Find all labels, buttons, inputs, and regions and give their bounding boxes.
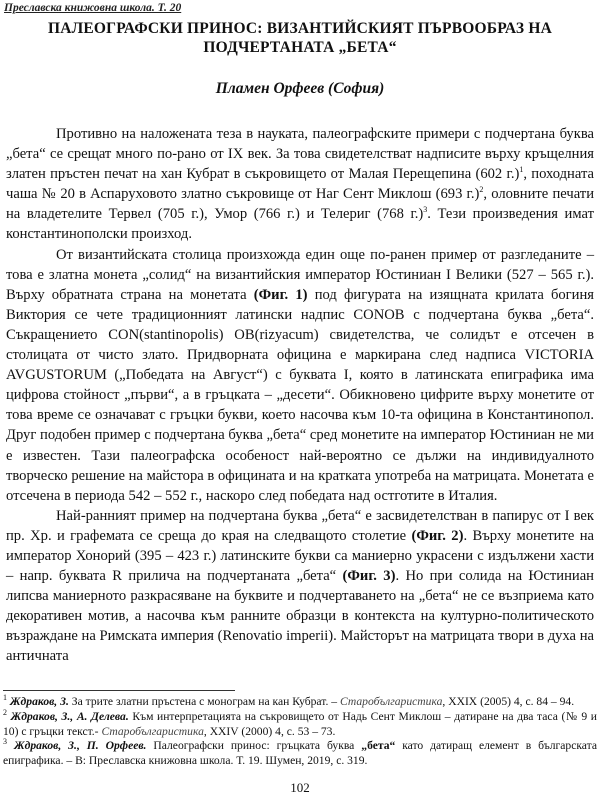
title-line-1: ПАЛЕОГРАФСКИ ПРИНОС: ВИЗАНТИЙСКИЯТ ПЪРВООБРАЗ НА [47,20,552,37]
footnote-journal: Старобългаристика [339,695,443,708]
footnote-ref-2[interactable]: 2 [479,185,484,195]
footnote-number: 2 [3,707,7,717]
text-run: . Върху монетите на император Хонорий (395 – 423 г.) латинските букви са маниерно украсени с издължени хасти – напр. буквата R прилича на подчертаната „бета“ [6,527,594,585]
body-text [6,124,594,667]
paragraph-3 [6,506,594,667]
footnote-ref-1[interactable]: 1 [519,165,524,175]
title-line-2: ПОДЧЕРТАНАТА „БЕТА“ [203,39,397,56]
footnote-emphasis: „бета“ [361,739,396,753]
paragraph-1 [6,124,594,245]
footnote-author: Ждраков, З. [9,695,69,708]
paragraph-2 [6,245,594,506]
footnote-text: , XXIV (2000) 4, с. 53 – 73. [203,724,336,738]
article-title [0,19,600,57]
footnote-number: 3 [3,737,7,747]
footnote-text: Към интерпретацията на съкровището от Надь Сент Миклош – датиране на два таса (№ 9 и 10) с гръцки текст.- [3,709,597,738]
figure-ref-1: (Фиг. 1) [253,286,308,303]
footnote-text: , XXIX (2005) 4, с. 84 – 94. [442,695,575,708]
text-run: . Но при солида на Юстиниан липсва маниерното разкрасяване на буквите и подчертаването на „бета“ не се възприема като декоративен мотив, а насочва към ранните образци в контекста на културно-политическото възраждане на Римската империя (Renovatio imperii). Майсторът на матрицата твори в духа на античната [6,568,594,665]
footnote-ref-3[interactable]: 3 [423,205,428,215]
figure-ref-3: (Фиг. 3) [342,568,396,585]
figure-ref-2: (Фиг. 2) [411,527,464,544]
text-run: Най-ранният пример на подчертана буква „бета“ е засвидетелстван в папирус от I век пр. Хр. и графемата се среща до края на следващото столетие [6,507,594,544]
footnote-2 [3,707,597,740]
footnote-divider [3,690,235,691]
text-run: , оловните печати на владетелите Тервел (705 г.), Умор (766 г.) и Телериг (768 г.) [6,186,594,223]
footnotes [3,695,597,769]
author-line: Пламен Орфеев (София) [215,80,385,97]
footnote-number: 1 [3,693,7,703]
page-number: 102 [290,780,310,795]
text-run: Противно на наложената теза в науката, палеографските примери с подчертана буква „бета“ се срещат много по-рано от IX век. За това свидетелстват надписите върху кръщелния златен пръстен печат на хан Кубрат в съкровището от Малая Перещепина (602 г.) [6,126,594,183]
footnote-text: За трите златни пръстена с монограм на кан Кубрат. – [68,695,340,708]
text-run: под фигурата на изящната крилата богиня Виктория се чете традиционният латински надпис CONOB с подчертана буква „бета“. Съкращението CON(stantinopolis) OB(rizyacum) свидетелства, че солидът е отсечен в столицата от чисто злато. Придворната официна е маркирана след надписа VICTORIA AVGUSTORUM („Победата на Август“) с буквата I, която в латинската епиграфика има цифрова стойност „първи“, а в гръцката – „десети“. Обикновено цифрите върху монетите от това време се означават с гръцки букви, което насочва към 10-та официна в Константинопол. Друг подобен пример с подчертана буква „бета“ сред монетите на император Юстиниан не ми е известен. Тази палеографска особеност най-вероятно се дължи на индивидуалното творческо решение на майстора в официната и на кратката употреба на матрицата. Монетата е отсечена в периода 542 – 552 г., наскоро след победата над остготите в Италия. [6,286,595,504]
running-head: Преславска книжовна школа. Т. 20 [4,2,182,14]
footnote-3 [3,739,597,769]
footnote-text: като датиращ елемент в българската епиграфика. – В: Преславска книжовна школа. Т. 19. Шумен, 2019, с. 319. [3,739,598,768]
text-run: . Тези произведения имат константинополски произход. [6,206,594,243]
footnote-text: Палеографски принос: гръцката буква [146,739,362,753]
footnote-author: Ждраков, З., П. Орфеев. [13,739,147,753]
footnote-journal: Старобългаристика [101,724,204,738]
footnote-1 [3,695,597,710]
footnote-author: Ждраков, З., А. Делева. [10,709,129,723]
text-run: От византийската столица произхожда един още по-ранен пример от разгледаните – това е златна монета „солид“ на византийския император Юстиниан I Велики (527 – 565 г.). Върху обратната страна на монетата [6,246,594,303]
text-run: , походната чаша № 20 в Аспаруховото златно съкровище от Наг Сент Миклош (693 г.) [6,166,594,203]
